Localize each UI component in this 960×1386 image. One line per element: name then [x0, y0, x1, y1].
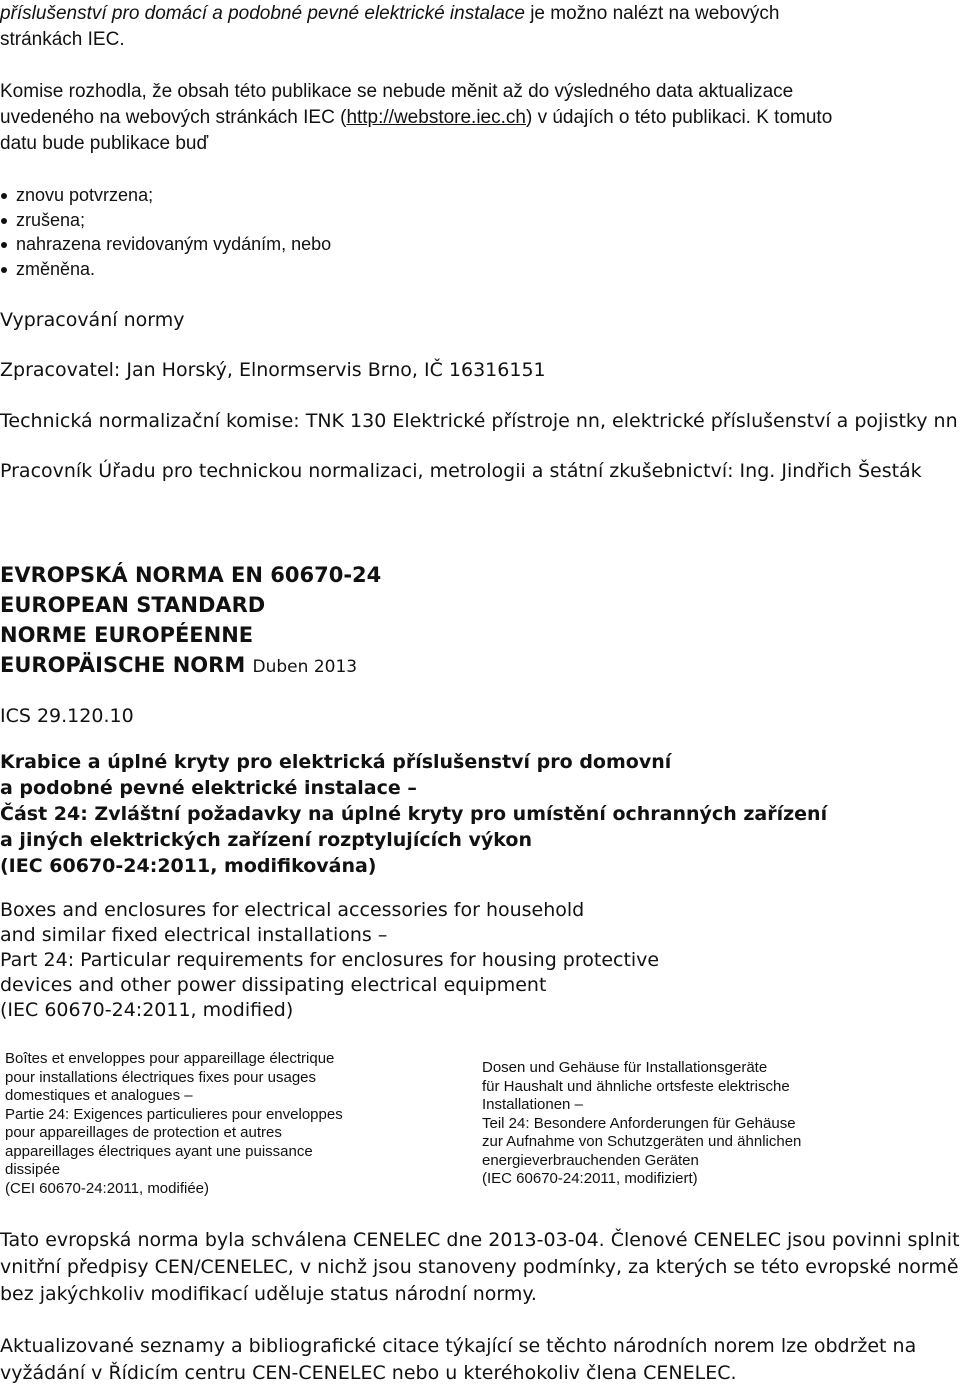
- title-french-line: Boîtes et enveloppes pour appareillage électrique: [5, 1050, 335, 1067]
- title-english-line: Boxes and enclosures for electrical accessories for household: [0, 899, 585, 921]
- decision-text-b: ) v údajích o této publikaci. K tomuto: [525, 107, 833, 128]
- intro-line-1: [0, 1, 779, 27]
- list-item-text: zrušena;: [16, 209, 86, 230]
- list-item: [0, 257, 331, 282]
- title-german-line: (IEC 60670-24:2011, modifiziert): [482, 1170, 698, 1187]
- title-czech-line: Část 24: Zvláštní požadavky na úplné kryty pro umístění ochranných zařízení: [0, 803, 828, 825]
- title-english-line: devices and other power dissipating electrical equipment: [0, 974, 547, 996]
- ics-code: ICS 29.120.10: [0, 705, 134, 727]
- webstore-link[interactable]: http://webstore.iec.ch: [346, 107, 526, 128]
- bullet-icon: [1, 242, 7, 248]
- preparation-committee: Technická normalizační komise: TNK 130 Elektrické přístroje nn, elektrické příslušenství a pojistky nn: [0, 410, 958, 432]
- title-czech-line: a jiných elektrických zařízení rozptylujících výkon: [0, 829, 532, 851]
- standard-title-de: EUROPÄISCHE NORM: [0, 653, 246, 677]
- decision-text-a: uvedeného na webových stránkách IEC (: [0, 107, 347, 128]
- title-czech: [0, 749, 827, 879]
- title-english-line: Part 24: Particular requirements for enclosures for housing protective: [0, 949, 660, 971]
- title-czech-line: Krabice a úplné kryty pro elektrická příslušenství pro domovní: [0, 751, 672, 773]
- standard-title-en: EUROPEAN STANDARD: [0, 593, 266, 617]
- title-french-line: dissipée: [5, 1161, 61, 1178]
- outcome-list: [0, 183, 331, 281]
- intro-line-1-rest: je možno nalézt na webových: [524, 3, 780, 24]
- title-german-line: Installationen –: [482, 1096, 583, 1113]
- bullet-icon: [1, 218, 7, 224]
- standard-title-fr: NORME EUROPÉENNE: [0, 623, 254, 647]
- title-french-line: pour appareillages de protection et autres: [5, 1124, 282, 1141]
- preparation-officer: Pracovník Úřadu pro technickou normalizaci, metrologii a státní zkušebnictví: Ing. Jindřich Šesták: [0, 460, 922, 482]
- title-french: [5, 1050, 343, 1198]
- preparation-heading: Vypracování normy: [0, 309, 185, 331]
- bullet-icon: [1, 193, 7, 199]
- standard-title-cz: EVROPSKÁ NORMA EN 60670-24: [0, 563, 382, 587]
- lists-line-1: Aktualizované seznamy a bibliografické citace týkající se těchto národních norem lze obdržet na: [0, 1335, 917, 1357]
- title-french-line: pour installations électriques fixes pour usages: [5, 1068, 317, 1086]
- title-french-line: Partie 24: Exigences particulieres pour enveloppes: [5, 1105, 343, 1123]
- intro-italic-text: příslušenství pro domácí a podobné pevné elektrické instalace: [0, 3, 525, 24]
- decision-line-1: Komise rozhodla, že obsah této publikace se nebude měnit až do výsledného data aktualizace: [0, 81, 794, 102]
- lists-line-2: vyžádání v Řídicím centru CEN-CENELEC nebo u kteréhokoliv člena CENELEC.: [0, 1362, 737, 1384]
- title-czech-line: (IEC 60670-24:2011, modifikována): [0, 855, 377, 877]
- title-french-line: domestiques et analogues –: [5, 1087, 193, 1104]
- approval-line-3: bez jakýchkoliv modifikací uděluje status národní normy.: [0, 1283, 537, 1305]
- list-item: [0, 208, 331, 233]
- bullet-icon: [1, 267, 7, 273]
- title-german-line: energieverbrauchenden Geräten: [482, 1151, 699, 1169]
- title-german-line: zur Aufnahme von Schutzgeräten und ähnlichen: [482, 1133, 802, 1150]
- title-english-line: (IEC 60670-24:2011, modified): [0, 999, 294, 1021]
- approval-line-2: vnitřní předpisy CEN/CENELEC, v nichž jsou stanoveny podmínky, za kterých se této evropské normě: [0, 1256, 959, 1278]
- list-item: [0, 232, 331, 257]
- title-german-line: Dosen und Gehäuse für Installationsgeräte: [482, 1059, 768, 1076]
- title-german-line: Teil 24: Besondere Anforderungen für Gehäuse: [482, 1114, 796, 1132]
- title-french-line: appareillages électriques ayant une puissance: [5, 1142, 313, 1160]
- preparation-author: Zpracovatel: Jan Horský, Elnormservis Brno, IČ 16316151: [0, 359, 546, 381]
- list-item: [0, 183, 331, 208]
- list-item-text: nahrazena revidovaným vydáním, nebo: [16, 234, 332, 254]
- standard-date: Duben 2013: [252, 657, 358, 677]
- title-german: [482, 1059, 801, 1189]
- decision-line-3: datu bude publikace buď: [0, 133, 209, 154]
- decision-line-2: [0, 105, 832, 131]
- standard-title-de-line: [0, 650, 357, 682]
- title-czech-line: a podobné pevné elektrické instalace –: [0, 777, 417, 799]
- title-english: [0, 898, 659, 1023]
- title-french-line: (CEI 60670-24:2011, modifiée): [5, 1179, 210, 1197]
- intro-line-2: stránkách IEC.: [0, 29, 125, 50]
- list-item-text: změněna.: [16, 258, 96, 279]
- title-german-line: für Haushalt und ähnliche ortsfeste elektrische: [482, 1077, 790, 1095]
- list-item-text: znovu potvrzena;: [16, 185, 154, 205]
- approval-line-1: Tato evropská norma byla schválena CENELEC dne 2013-03-04. Členové CENELEC jsou povinni splnit: [0, 1229, 960, 1251]
- title-english-line: and similar fixed electrical installations –: [0, 924, 388, 946]
